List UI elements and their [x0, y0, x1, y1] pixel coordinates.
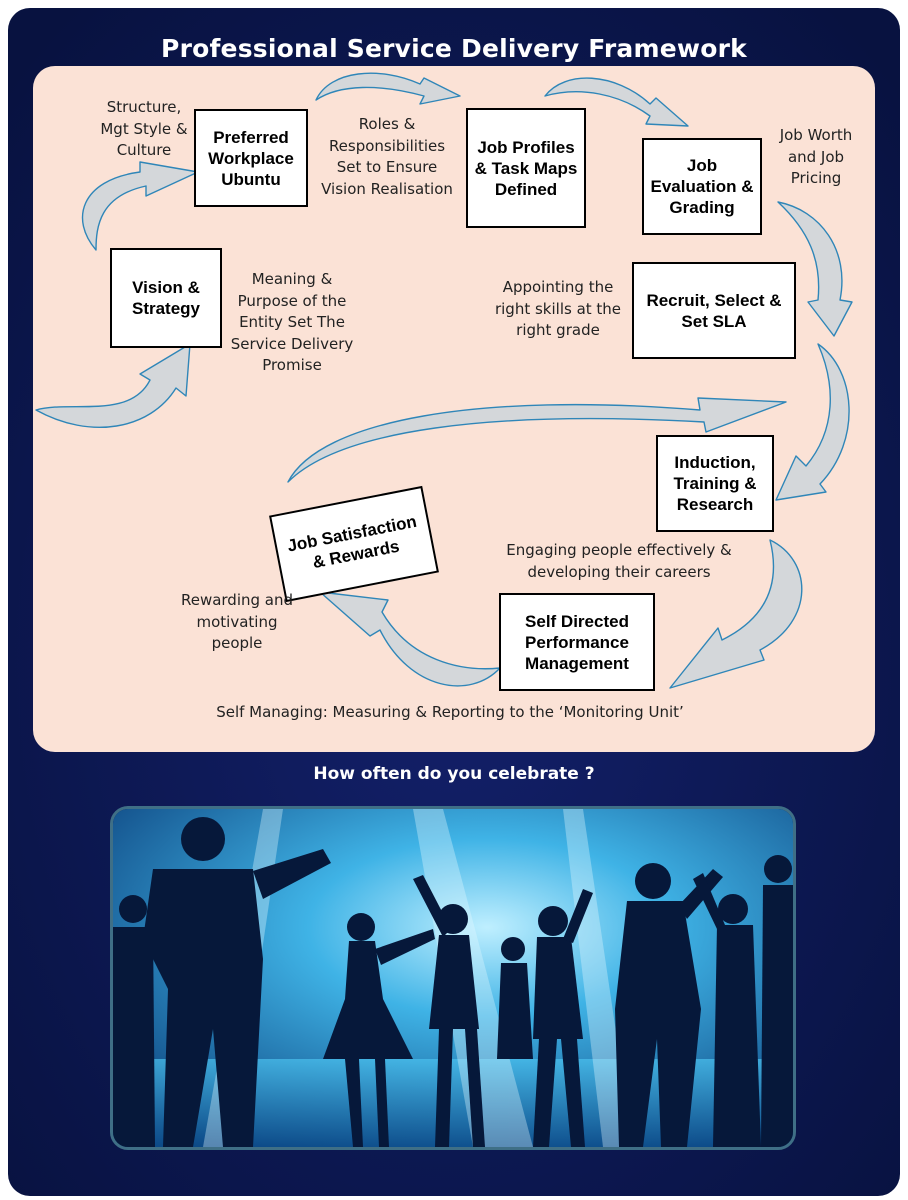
box-job-satisfaction: Job Satisfaction & Rewards [269, 486, 439, 602]
box-job-profiles: Job Profiles & Task Maps Defined [466, 108, 586, 228]
arrow-preferred-to-profiles [316, 73, 460, 104]
box-preferred-workplace: Preferred Workplace Ubuntu [194, 109, 308, 207]
party-photo [110, 806, 796, 1150]
box-performance: Self Directed Performance Management [499, 593, 655, 691]
arrow-performance-to-satisfaction [320, 592, 500, 686]
box-job-evaluation: Job Evaluation & Grading [642, 138, 762, 235]
box-vision-strategy: Vision & Strategy [110, 248, 222, 348]
note-rewarding: Rewarding and motivating people [180, 591, 294, 652]
note-job-worth: Job Worth and Job Pricing [779, 126, 853, 187]
note-engaging: Engaging people effectively & developing their careers [506, 541, 732, 581]
note-structure: Structure, Mgt Style & Culture [100, 98, 188, 159]
box-induction: Induction, Training & Research [656, 435, 774, 532]
note-self-managing: Self Managing: Measuring & Reporting to the ‘Monitoring Unit’ [216, 703, 684, 721]
page-title: Professional Service Delivery Framework [161, 34, 747, 63]
note-roles: Roles & Responsibilities Set to Ensure Vision Realisation [321, 115, 453, 198]
dancing-crowd-image [113, 809, 793, 1147]
arrow-vision-to-preferred [83, 162, 198, 250]
arrow-recruit-to-induction [776, 344, 849, 500]
box-recruit: Recruit, Select & Set SLA [632, 262, 796, 359]
note-appointing: Appointing the right skills at the right grade [494, 278, 622, 339]
note-meaning: Meaning & Purpose of the Entity Set The Service Delivery Promise [230, 270, 354, 374]
celebrate-heading: How often do you celebrate ? [313, 764, 595, 784]
arrow-loop-to-vision [36, 344, 190, 427]
